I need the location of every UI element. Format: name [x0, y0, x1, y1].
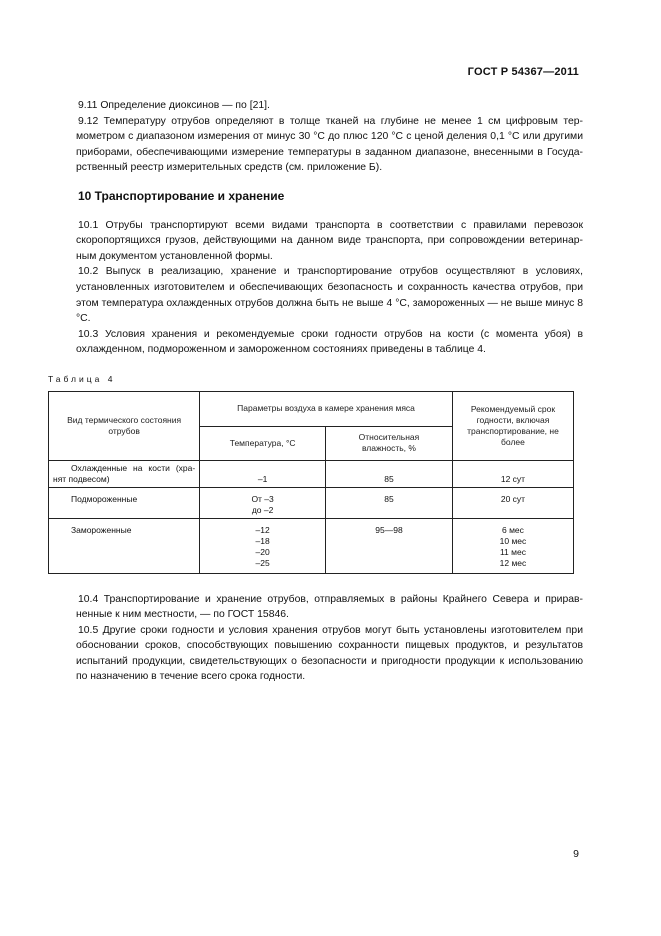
paragraph-10-2: 10.2 Выпуск в реализацию, хранение и транспортирование отрубов осуществляют в условиях, установленных изготовителем и обеспечивающих безопасность и сохранность качества отрубов, при этом температура охлажденных отрубов должна быть не выше 4 °С, замороженных — не выше минус 8 °С.	[76, 266, 583, 325]
row-humidity: 85	[326, 460, 453, 487]
paragraph-10-1: 10.1 Отрубы транспортируют всеми видами транспорта в соответствии с правилами перевозок скоропортящихся грузов, действующими на данном виде транспорта, при сопровождении ветеринар-ным документом установленной формы.	[76, 219, 583, 262]
row-temp: –12 –18 –20 –25	[200, 518, 326, 573]
table-caption: Таблица 4	[48, 373, 116, 384]
page-content	[48, 98, 583, 685]
document-header: ГОСТ Р 54367—2011	[467, 66, 579, 78]
row-state: Подмороженные	[49, 487, 200, 518]
paragraph-9-12: 9.12 Температуру отрубов определяют в толще тканей на глубине не менее 1 см цифровым тер-мометром с диапазоном измерения от минус 30 °С до плюс 120 °С с ценой деления 0,1 °С или другими приборами, обеспечивающими измерение температуры в заданном диапазоне, внесенными в Госуда-рственный реестр измерительных средств (см. приложение Б).	[76, 115, 583, 174]
row-shelf: 12 сут	[452, 460, 573, 487]
paragraph-10-3: 10.3 Условия хранения и рекомендуемые сроки годности отрубов на кости (с момента убоя) в охлажденном, подмороженном и замороженном состояниях приведены в таблице 4.	[76, 328, 583, 356]
table-row	[49, 487, 574, 518]
paragraph-10-5: 10.5 Другие сроки годности и условия хранения отрубов могут быть установлены изготовителем при обосновании сроков, способствующих повышению сохранности пищевых продуктов, и результатов испытаний продукции, свидетельствующих о безопасности и пригодности продукции к использованию по назначению в течение всего срока годности.	[76, 624, 583, 683]
header-air-params: Параметры воздуха в камере хранения мяса	[200, 391, 453, 426]
header-temperature: Температура, °С	[200, 426, 326, 460]
storage-table	[48, 391, 574, 574]
row-temp: –1	[200, 460, 326, 487]
row-shelf: 6 мес 10 мес 11 мес 12 мес	[452, 518, 573, 573]
header-shelf-life: Рекомендуемый срок годности, включая транспортирование, не более	[452, 391, 573, 460]
row-humidity: 95—98	[326, 518, 453, 573]
header-humidity: Относительная влажность, %	[326, 426, 453, 460]
table-row	[49, 460, 574, 487]
page-number: 9	[573, 848, 579, 860]
row-temp: От –3 до –2	[200, 487, 326, 518]
row-state: Охлажденные на кости (хра-нят подвесом)	[49, 460, 200, 487]
section-title: 10 Транспортирование и хранение	[78, 188, 285, 203]
row-shelf: 20 сут	[452, 487, 573, 518]
paragraph-10-4: 10.4 Транспортирование и хранение отрубов, отправляемых в районы Крайнего Севера и прирав-ненные к ним местности, — по ГОСТ 15846.	[76, 593, 583, 621]
header-state: Вид термического состояния отрубов	[49, 391, 200, 460]
paragraph-9-11: 9.11 Определение диоксинов — по [21].	[78, 100, 270, 111]
table-row	[49, 518, 574, 573]
row-state: Замороженные	[49, 518, 200, 573]
row-humidity: 85	[326, 487, 453, 518]
